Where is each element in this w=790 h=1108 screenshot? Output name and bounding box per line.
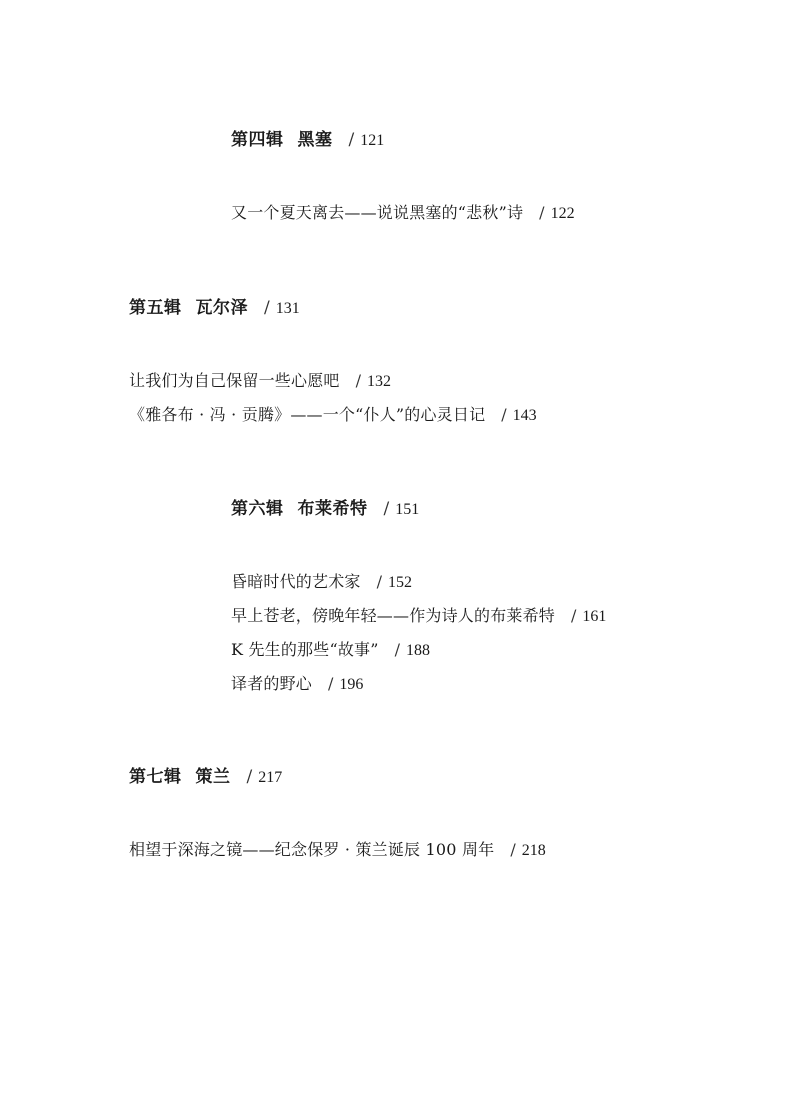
entry-list — [129, 833, 546, 867]
page-separator: / — [246, 767, 253, 787]
entry-title: 《雅各布 · 冯 · 贡腾》——一个“仆人”的心灵日记 — [129, 405, 486, 424]
page-separator: / — [539, 203, 545, 222]
section-title: 黑塞 — [297, 130, 333, 150]
section-label: 第七辑 — [129, 767, 182, 787]
toc-entry[interactable] — [129, 833, 546, 867]
section-title: 瓦尔泽 — [195, 298, 248, 318]
entry-page-number: 143 — [512, 407, 537, 424]
entry-title: 昏暗时代的艺术家 — [231, 572, 361, 591]
section-page-number: 151 — [395, 501, 420, 518]
page-separator: / — [376, 572, 382, 591]
entry-title: 译者的野心 — [231, 674, 313, 693]
entry-page-number: 132 — [367, 373, 391, 390]
page-separator: / — [510, 840, 516, 859]
entry-title: 相望于深海之镜——纪念保罗 · 策兰诞辰 100 周年 — [129, 840, 495, 859]
entry-title: 又一个夏天离去——说说黑塞的“悲秋”诗 — [231, 203, 524, 222]
page-separator: / — [355, 371, 361, 390]
entry-list — [129, 364, 537, 432]
entry-page-number: 152 — [388, 574, 412, 591]
toc-section-7 — [129, 765, 546, 867]
toc-entry[interactable] — [231, 196, 575, 230]
section-label: 第五辑 — [129, 298, 182, 318]
toc-section-6 — [231, 497, 606, 701]
section-page-number: 121 — [360, 132, 385, 149]
toc-entry[interactable] — [231, 633, 606, 667]
toc-entry[interactable] — [231, 599, 606, 633]
page-separator: / — [328, 674, 334, 693]
page-separator: / — [264, 298, 270, 318]
toc-entry[interactable] — [129, 398, 537, 432]
section-heading — [231, 128, 575, 153]
page-separator: / — [571, 606, 577, 625]
section-label: 第四辑 — [231, 130, 284, 150]
entry-page-number: 161 — [582, 608, 607, 625]
page-separator: / — [501, 405, 507, 424]
section-heading — [129, 296, 537, 321]
entry-title: 让我们为自己保留一些心愿吧 — [129, 371, 340, 390]
entry-title: 早上苍老，傍晚年轻——作为诗人的布莱希特 — [231, 606, 556, 625]
entry-page-number: 196 — [339, 676, 364, 693]
section-title: 策兰 — [195, 767, 231, 787]
entry-page-number: 218 — [521, 842, 546, 859]
toc-entry[interactable] — [129, 364, 537, 398]
section-label: 第六辑 — [231, 499, 284, 519]
section-title: 布莱希特 — [297, 499, 368, 519]
entry-page-number: 188 — [406, 642, 430, 659]
section-heading — [231, 497, 606, 522]
entry-page-number: 122 — [550, 205, 575, 222]
entry-list — [231, 196, 575, 230]
section-heading — [129, 765, 546, 790]
section-page-number: 131 — [275, 300, 300, 317]
toc-entry[interactable] — [231, 667, 606, 701]
section-page-number: 217 — [258, 769, 283, 786]
toc-section-4 — [231, 128, 575, 230]
page-separator: / — [348, 130, 355, 150]
toc-entry[interactable] — [231, 565, 606, 599]
entry-list — [231, 565, 606, 701]
page-separator: / — [394, 640, 400, 659]
entry-title: K 先生的那些“故事” — [231, 640, 379, 659]
page-separator: / — [383, 499, 390, 519]
toc-section-5 — [129, 296, 537, 432]
